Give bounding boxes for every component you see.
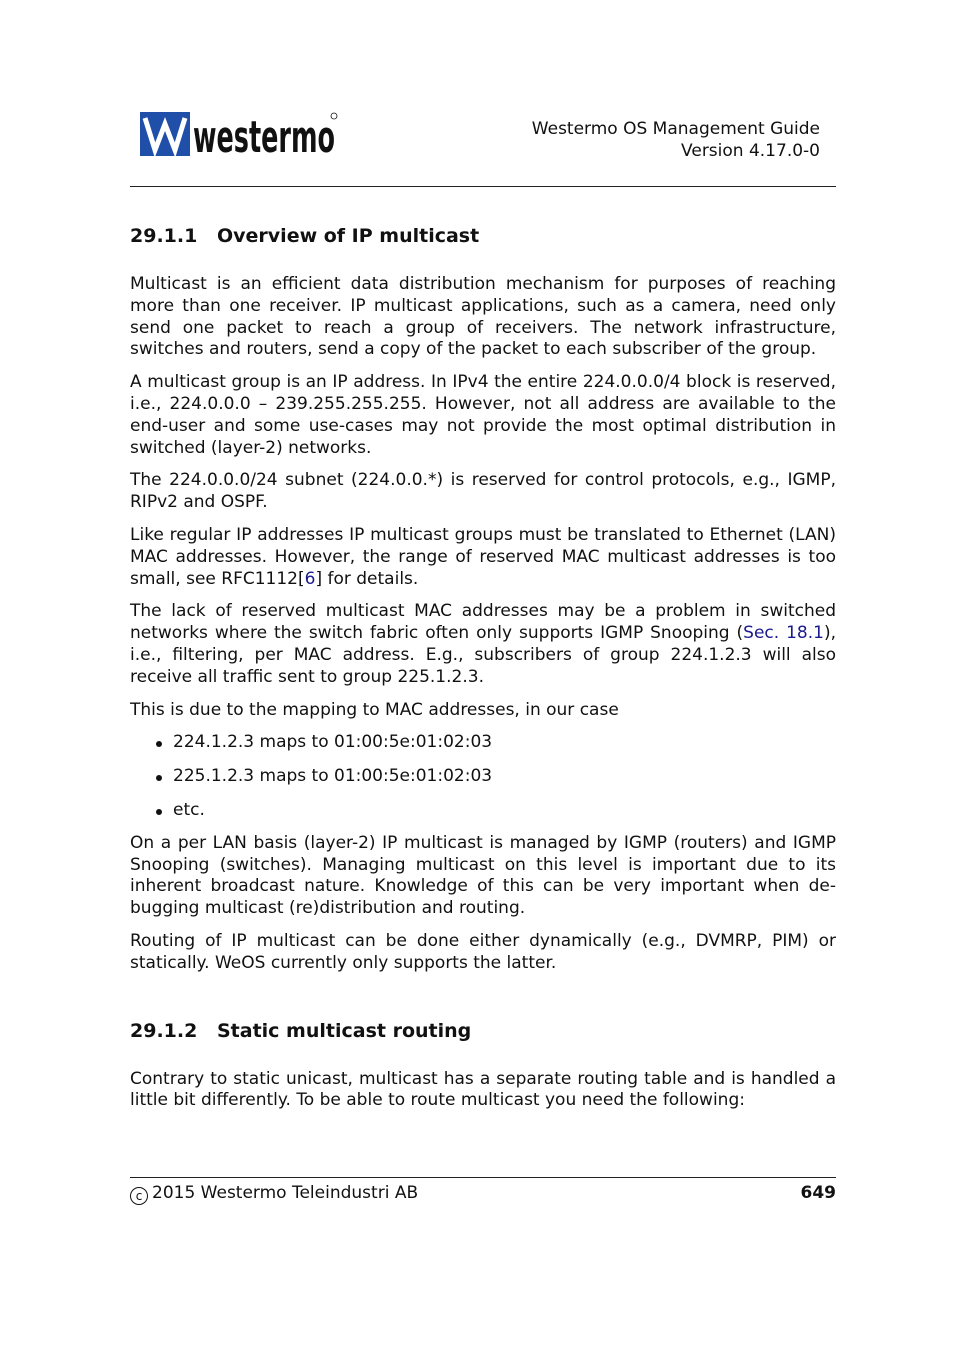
page-content — [130, 222, 836, 1112]
paragraph: A multicast group is an IP address. In IPv4 the entire 224.0.0.0/4 block is reserved, i.e., 224.0.0.0 – 239.255.255.255. However, not all address are available to the end-user and some use-cases may not provide the most optimal distribution in switched (layer-2) networks. — [130, 372, 836, 458]
logo-wordmark: westermo — [193, 112, 335, 163]
guide-version: Version 4.17.0-0 — [681, 141, 820, 161]
paragraph — [130, 525, 836, 590]
document-page — [130, 0, 836, 1350]
text-run: ), i.e., filtering, per MAC address. E.g., subscribers of group 224.1.2.3 will also receive all traffic sent to group 225.1.2.3. — [130, 623, 836, 687]
paragraph: On a per LAN basis (layer-2) IP multicast is managed by IGMP (routers) and IGMP Snooping (switches). Managing multicast on this level is important due to its inherent broadcast nature. Knowledge of this can be very important when de-bugging multicast (re)distribution and routing. — [130, 832, 836, 919]
list-item-text: 224.1.2.3 maps to 01:00:5e:01:02:03 — [173, 732, 493, 753]
header-info — [532, 118, 820, 162]
section-ref-link[interactable]: Sec. 18.1 — [743, 623, 824, 644]
bullet-icon — [156, 809, 162, 815]
section-heading-static-routing — [130, 1017, 836, 1045]
page-footer — [130, 1182, 836, 1205]
copyright-icon: c — [130, 1187, 148, 1205]
bullet-list — [130, 732, 836, 821]
bullet-icon — [156, 741, 162, 747]
paragraph — [130, 601, 836, 688]
paragraph: The 224.0.0.0/24 subnet (224.0.0.*) is reserved for control protocols, e.g., IGMP, RIPv2 and OSPF. — [130, 470, 836, 513]
list-item — [156, 800, 836, 822]
citation-link[interactable]: 6 — [304, 568, 316, 589]
paragraph: Multicast is an efficient data distribution mechanism for purposes of reaching more than one receiver. IP multicast applications, such as a camera, need only send one packet to reach a group of receivers. The network infrastructure, switches and routers, send a copy of the packet to each subscriber of the group. — [130, 274, 836, 360]
list-item-text: etc. — [173, 799, 205, 820]
section-number: 29.1.1 — [130, 225, 198, 247]
list-item-text: 225.1.2.3 maps to 01:00:5e:01:02:03 — [173, 766, 493, 787]
footer-divider — [130, 1177, 836, 1178]
header-divider — [130, 186, 836, 187]
text-run: ] for details. — [315, 568, 419, 589]
list-item — [156, 732, 836, 754]
bullet-icon — [156, 775, 162, 781]
section-title: Static multicast routing — [217, 1019, 472, 1042]
paragraph: This is due to the mapping to MAC addresses, in our case — [130, 699, 619, 720]
list-item — [156, 766, 836, 788]
paragraph: Routing of IP multicast can be done either dynamically (e.g., DVMRP, PIM) or statically. WeOS currently only supports the latter. — [130, 930, 836, 973]
section-heading-overview — [130, 222, 836, 250]
text-run: The lack of reserved multicast MAC addresses may be a problem in switched networks where the switch fabric often only supports IGMP Snooping ( — [130, 601, 836, 644]
section-number: 29.1.2 — [130, 1019, 198, 1042]
section-title: Overview of IP multicast — [217, 225, 480, 247]
page-header — [130, 108, 836, 188]
text-run: Like regular IP addresses IP multicast groups must be translated to Ethernet (LAN) MAC addresses. However, the range of reserved MAC multicast addresses is too small, see RFC1112[ — [130, 524, 836, 589]
page-number: 649 — [800, 1183, 836, 1203]
westermo-logo — [140, 110, 340, 163]
guide-title: Westermo OS Management Guide — [531, 119, 820, 139]
paragraph: Contrary to static unicast, multicast has a separate routing table and is handled a little bit differently. To be able to route multicast you need the following: — [130, 1068, 836, 1111]
copyright-text: 2015 Westermo Teleindustri AB — [152, 1183, 419, 1203]
